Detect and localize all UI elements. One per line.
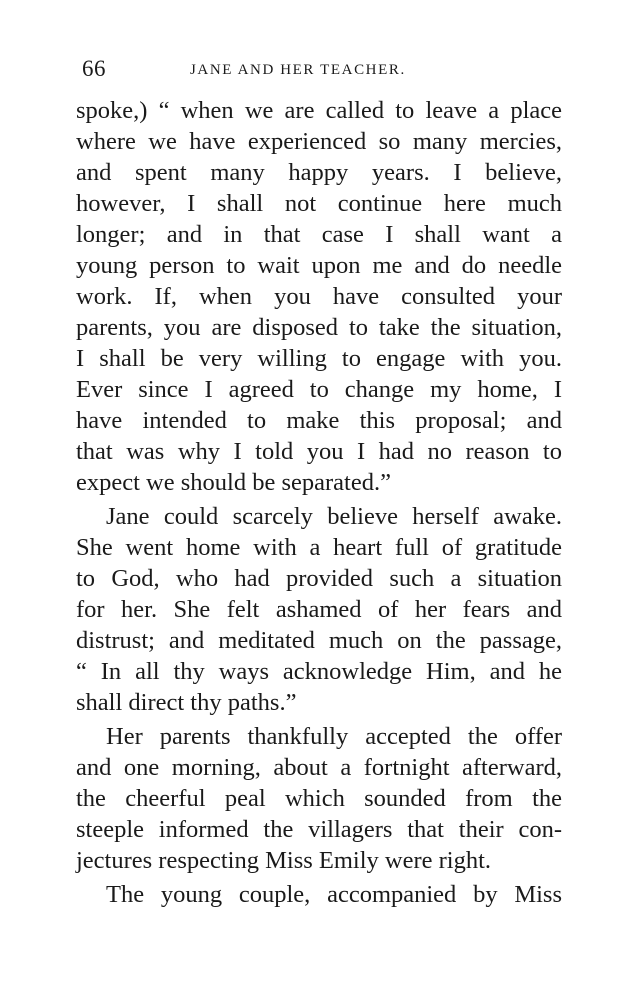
text-line: young person to wait upon me and do needle: [76, 252, 562, 279]
text-line: parents, you are disposed to take the situation,: [76, 314, 562, 341]
running-title: JANE AND HER TEACHER.: [190, 62, 406, 78]
paragraph: [76, 501, 562, 718]
text-line: jectures respecting Miss Emily were right.: [76, 847, 492, 874]
text-line: and spent many happy years. I believe,: [76, 159, 562, 186]
text-line: Ever since I agreed to change my home, I: [76, 376, 562, 403]
text-line: where we have experienced so many mercies,: [76, 128, 562, 155]
text-line: work. If, when you have consulted your: [76, 283, 562, 310]
body-text: [76, 95, 562, 910]
text-line: to God, who had provided such a situation: [76, 565, 562, 592]
text-line: that was why I told you I had no reason to: [76, 438, 562, 465]
paragraph: [76, 879, 562, 910]
text-line: the cheerful peal which sounded from the: [76, 785, 562, 812]
text-line: have intended to make this proposal; and: [76, 407, 562, 434]
text-line: distrust; and meditated much on the passage,: [76, 627, 562, 654]
text-line: expect we should be separated.”: [76, 469, 391, 496]
paragraph: [76, 721, 562, 876]
text-line: “ In all thy ways acknowledge Him, and he: [76, 658, 562, 685]
text-line: Jane could scarcely believe herself awake.: [106, 503, 562, 530]
text-line: steeple informed the villagers that their con-: [76, 816, 562, 843]
running-head: [82, 56, 562, 86]
text-line: The young couple, accompanied by Miss: [106, 881, 562, 908]
text-line: She went home with a heart full of gratitude: [76, 534, 562, 561]
text-line: longer; and in that case I shall want a: [76, 221, 562, 248]
text-line: I shall be very willing to engage with you.: [76, 345, 562, 372]
text-line: however, I shall not continue here much: [76, 190, 562, 217]
text-line: for her. She felt ashamed of her fears and: [76, 596, 562, 623]
text-line: and one morning, about a fortnight afterward,: [76, 754, 562, 781]
text-line: shall direct thy paths.”: [76, 689, 297, 716]
paragraph: [76, 95, 562, 498]
text-line: Her parents thankfully accepted the offer: [106, 723, 562, 750]
text-line: spoke,) “ when we are called to leave a place: [76, 97, 562, 124]
page-number: 66: [82, 56, 106, 81]
